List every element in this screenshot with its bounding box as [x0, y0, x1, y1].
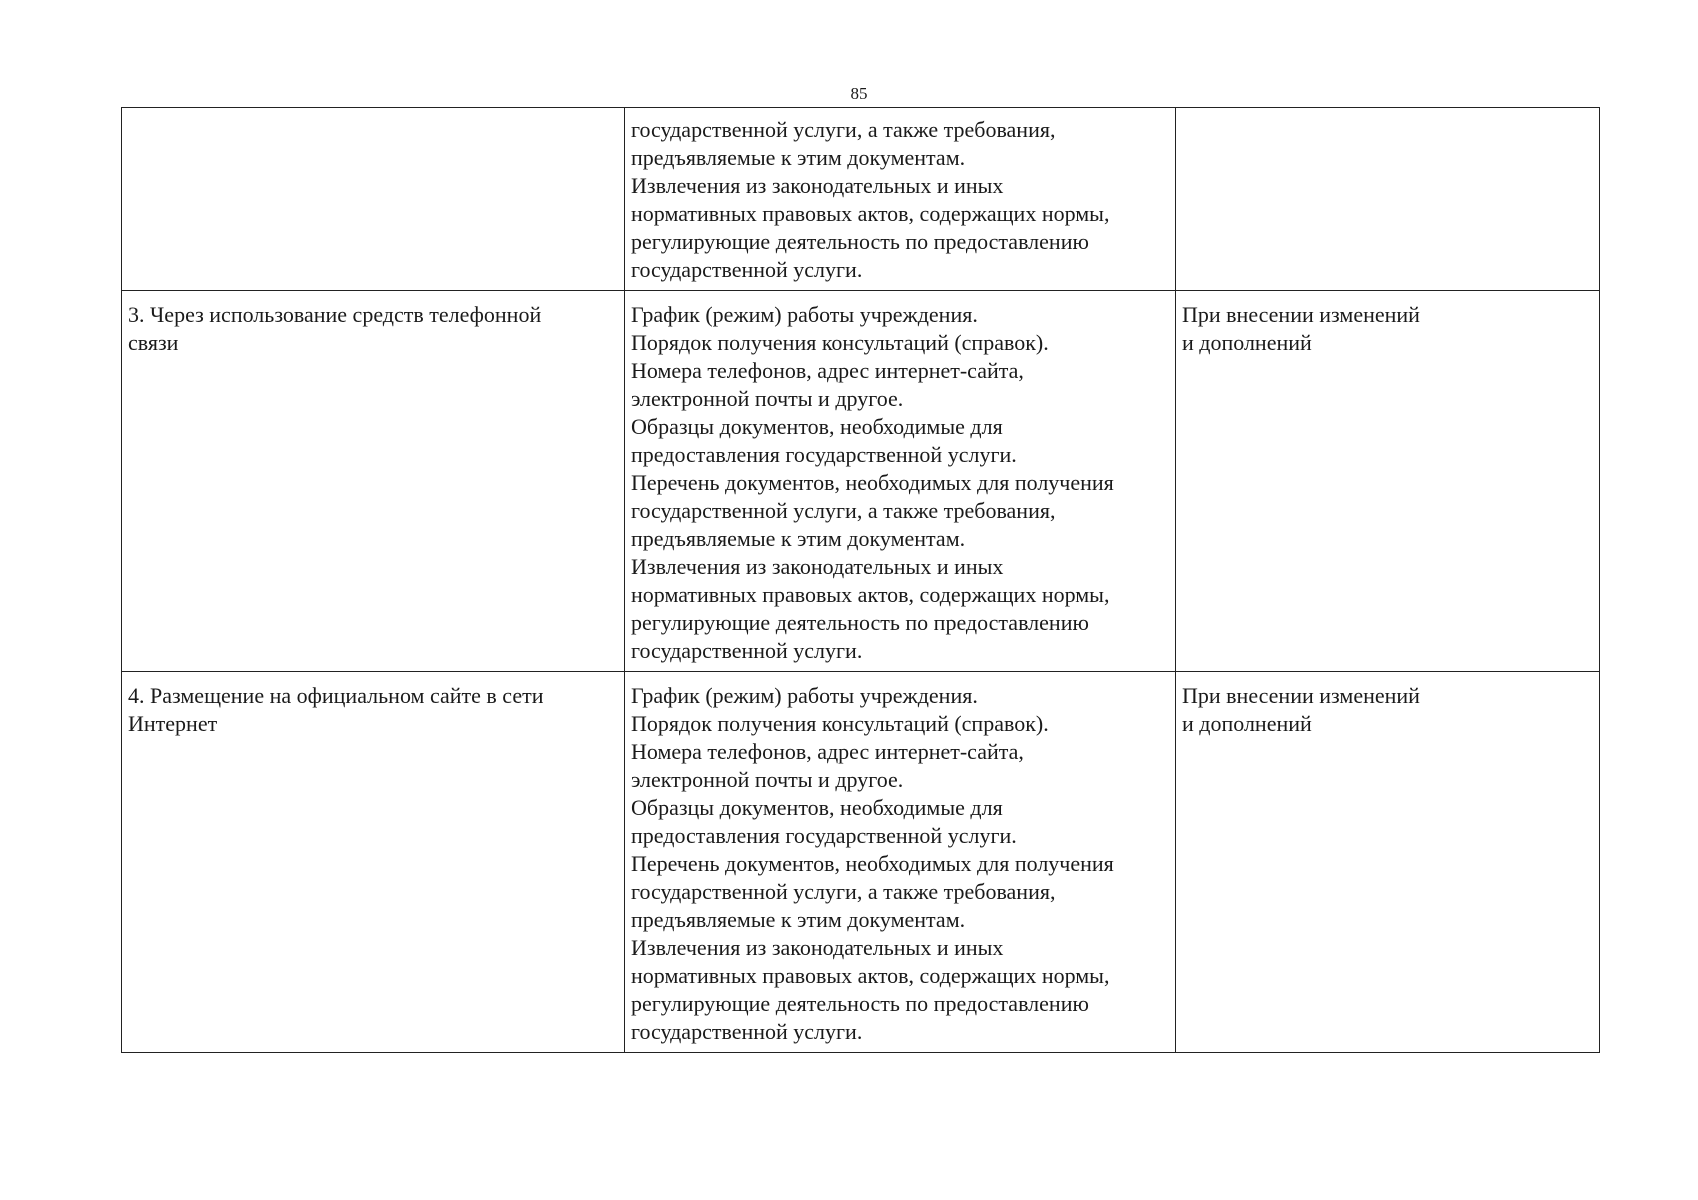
- cell-text-line: 3. Через использование средств телефонной: [128, 302, 542, 327]
- table-row: [122, 672, 1600, 1053]
- cell-text-line: государственной услуги.: [631, 1019, 863, 1044]
- cell-text-line: Извлечения из законодательных и иных: [631, 554, 1004, 579]
- cell-text-line: предоставления государственной услуги.: [631, 823, 1017, 848]
- information-table: [121, 107, 1600, 1053]
- cell-text-line: регулирующие деятельность по предоставлению: [631, 610, 1089, 635]
- content-cell: [625, 291, 1176, 672]
- method-cell: [122, 291, 625, 672]
- cell-text-line: нормативных правовых актов, содержащих нормы,: [631, 582, 1110, 607]
- cell-text-line: Интернет: [128, 711, 218, 736]
- cell-text-line: предъявляемые к этим документам.: [631, 526, 966, 551]
- table-body: [122, 108, 1600, 1053]
- cell-text-line: Номера телефонов, адрес интернет-сайта,: [631, 358, 1024, 383]
- cell-text-line: государственной услуги.: [631, 257, 863, 282]
- cell-text-line: Порядок получения консультаций (справок).: [631, 330, 1049, 355]
- content-cell: [625, 672, 1176, 1053]
- cell-text-line: Образцы документов, необходимые для: [631, 414, 1003, 439]
- method-cell: [122, 672, 625, 1053]
- page-number: 85: [850, 84, 868, 103]
- cell-text-line: Номера телефонов, адрес интернет-сайта,: [631, 739, 1024, 764]
- cell-text-line: При внесении изменений: [1182, 302, 1420, 327]
- cell-text-line: государственной услуги, а также требования,: [631, 117, 1056, 142]
- cell-text-line: Перечень документов, необходимых для получения: [631, 470, 1114, 495]
- cell-text-line: государственной услуги.: [631, 638, 863, 663]
- update-cell: [1176, 672, 1600, 1053]
- table-row: [122, 108, 1600, 291]
- cell-text-line: и дополнений: [1182, 330, 1312, 355]
- cell-text-line: нормативных правовых актов, содержащих нормы,: [631, 201, 1110, 226]
- cell-text-line: нормативных правовых актов, содержащих нормы,: [631, 963, 1110, 988]
- cell-text-line: Перечень документов, необходимых для получения: [631, 851, 1114, 876]
- cell-text-line: государственной услуги, а также требования,: [631, 879, 1056, 904]
- cell-text-line: предъявляемые к этим документам.: [631, 145, 966, 170]
- method-cell: [122, 108, 625, 291]
- cell-text-line: электронной почты и другое.: [631, 767, 904, 792]
- cell-text-line: Порядок получения консультаций (справок).: [631, 711, 1049, 736]
- cell-text-line: связи: [128, 330, 179, 355]
- cell-text-line: Образцы документов, необходимые для: [631, 795, 1003, 820]
- cell-text-line: государственной услуги, а также требования,: [631, 498, 1056, 523]
- update-cell: [1176, 291, 1600, 672]
- cell-text-line: 4. Размещение на официальном сайте в сети: [128, 683, 544, 708]
- update-cell: [1176, 108, 1600, 291]
- content-cell: [625, 108, 1176, 291]
- cell-text-line: электронной почты и другое.: [631, 386, 904, 411]
- cell-text-line: регулирующие деятельность по предоставлению: [631, 229, 1089, 254]
- table-row: [122, 291, 1600, 672]
- cell-text-line: регулирующие деятельность по предоставлению: [631, 991, 1089, 1016]
- cell-text-line: предоставления государственной услуги.: [631, 442, 1017, 467]
- cell-text-line: и дополнений: [1182, 711, 1312, 736]
- cell-text-line: График (режим) работы учреждения.: [631, 683, 978, 708]
- cell-text-line: При внесении изменений: [1182, 683, 1420, 708]
- cell-text-line: Извлечения из законодательных и иных: [631, 173, 1004, 198]
- cell-text-line: Извлечения из законодательных и иных: [631, 935, 1004, 960]
- cell-text-line: предъявляемые к этим документам.: [631, 907, 966, 932]
- cell-text-line: График (режим) работы учреждения.: [631, 302, 978, 327]
